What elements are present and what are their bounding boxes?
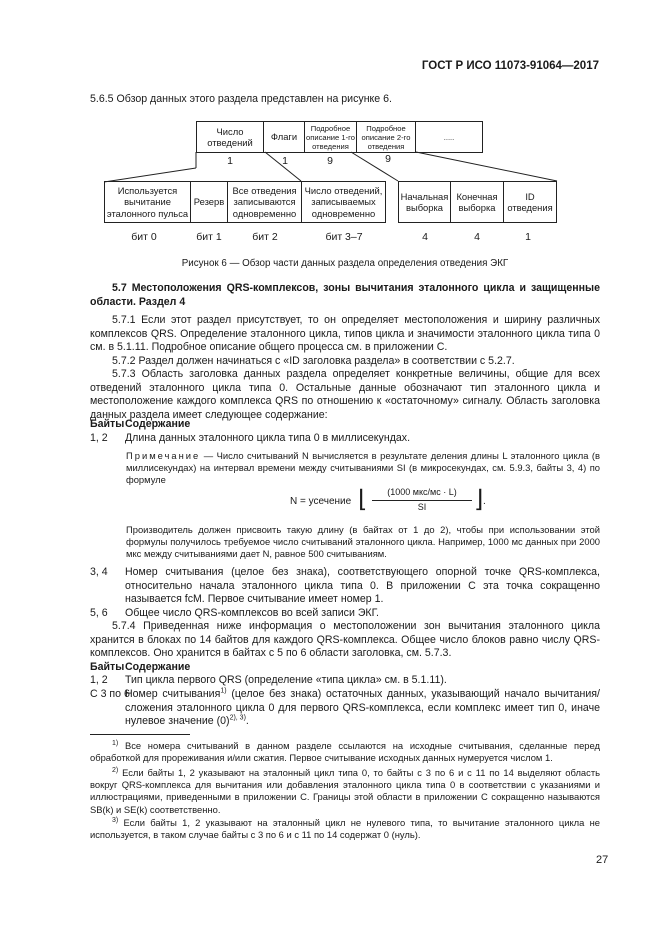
table2-row-2-content — [125, 688, 600, 729]
table2-col-bytes: Байты — [90, 661, 125, 673]
paragraph-5-7-4: 5.7.4 Приведенная ниже информация о местоположении зон вычитания эталонного цикла хранится в блоках по 14 байтов для каждого QRS-комплекса. Общее число блоков равно числу QRS-комплексов. Оно хранится в байтах с 5 по 6 области заголовка, см. 5.7.3. — [90, 620, 600, 660]
footnote-2 — [90, 767, 600, 816]
footnote-2-mark: 2) — [112, 766, 119, 774]
formula-period: . — [483, 496, 486, 507]
formula-denominator: SI — [417, 502, 427, 512]
section-title: 5.7 Местоположения QRS-комплексов, зоны вычитания эталонного цикла и защищенные области. Раздел 4 — [90, 282, 600, 308]
footnote-1 — [90, 740, 600, 764]
table1-row-2-bytes: 3, 4 — [90, 566, 108, 578]
paragraph-5-7-3: 5.7.3 Область заголовка данных раздела определяет конкретные величины, общие для всех отведений эталонного цикла типа 0. Остальные данные обозначают тип эталонного цикла и местоположение каждого комплекса QRS по отношению к «остаточному» сигналу. Область заголовка данных раздела имеет следующее содержание: — [90, 368, 600, 421]
num-start-sample: 4 — [422, 231, 428, 243]
footnote-ref-2-3: 2), 3) — [229, 714, 246, 722]
formula-left: N = усечение — [290, 496, 352, 507]
figure-caption: Рисунок 6 — Обзор части данных раздела определения отведения ЭКГ — [181, 258, 509, 269]
footnote-3 — [90, 817, 600, 841]
footnote-1-text: Все номера считываний в данном разделе ссылаются на исходные считывания, сделанные перед обработкой для прореживания и/или сжатия. Первое считывание исходных данных нумеруется числом 1. — [90, 740, 600, 764]
box-bit-2: Все отведения записываются одновременно — [227, 181, 302, 223]
footnote-separator — [90, 734, 190, 735]
table2-col-content: Содержание — [125, 661, 191, 673]
table1-col-content: Содержание — [125, 418, 191, 430]
note-text: — Число считываний N вычисляется в результате деления длины L эталонного цикла (в миллисекундах) на интервал времени между считываниями SI (в микросекундах, см. 5.9.3, байты 3, 4) по формуле — [126, 450, 600, 486]
document-header: ГОСТ Р ИСО 11073-91064—2017 — [421, 60, 599, 72]
table1-row-3-bytes: 5, 6 — [90, 607, 108, 619]
note-label: Примечание — [126, 450, 201, 461]
paragraph-5-7-1: 5.7.1 Если этот раздел присутствует, то он определяет местоположения и ширину различных комплексов QRS. Определение эталонного цикла, типов цикла и значимости эталонного цикла типа 0 см. в 5.1.11. Подробное описание общего процесса см. в приложении С. — [90, 314, 600, 354]
footnote-3-mark: 3) — [112, 816, 119, 824]
box-lead-id: ID отведения — [503, 181, 557, 223]
footnote-1-mark: 1) — [112, 739, 119, 747]
table1-row-2-content: Номер считывания (целое без знака), соответствующего опорной точке QRS-комплекса, относительно начала эталонного цикла типа 0. В приложении С эта точка сокращенно называется fcM. Первое считывание имеет номер 1. — [125, 566, 600, 606]
paragraph-5-6-5: 5.6.5 Обзор данных этого раздела представлен на рисунке 6. — [90, 93, 392, 105]
formula-numerator: (1000 мкс/мс · L) — [387, 487, 457, 497]
table1-note-2: Производитель должен присвоить такую длину (в байтах от 1 до 2), чтобы при использовании этой формулы получилось требуемое число считываний эталонного цикла. Например, 1000 мс данных при 2000 мкс между считываниями дает N, равное 500 считываниям. — [126, 524, 600, 560]
footnote-ref-1: 1) — [220, 687, 227, 695]
num-lead-1: 9 — [327, 155, 333, 167]
num-bit-0: бит 0 — [131, 231, 157, 243]
box-lead-1-detail: Подробное описание 1-го отведения — [304, 121, 357, 153]
box-bit-3-7: Число отведений, записываемых одновременно — [301, 181, 386, 223]
page-number: 27 — [596, 854, 609, 866]
table1-note — [126, 450, 600, 487]
footnote-2-text: Если байты 1, 2 указывают на эталонный цикл типа 0, то байты с 3 по 6 и с 11 по 14 выделяют область вокруг QRS-комплекса для вычитания или добавления эталонного цикла типа 0 в соответствии с указаниями и иллюстрациями, приведенными в приложении С. Границы этой области в приложении С сокращенно называются SB(k) и SE(k) соответственно. — [90, 767, 600, 815]
footnote-3-text: Если байты 1, 2 указывают на эталонный цикл не нулевого типа, то вычитание эталонного цикла не используется, в таком случае байты с 3 по 6 и с 11 по 14 содержат 0 (нуль). — [90, 817, 600, 841]
num-lead-2: 9 — [385, 153, 391, 165]
paragraph-5-7-2: 5.7.2 Раздел должен начинаться с «ID заголовка раздела» в соответствии с 5.2.7. — [112, 355, 515, 367]
table1-row-1-content: Длина данных эталонного цикла типа 0 в миллисекундах. — [125, 432, 411, 444]
row2-text-a: Номер считывания — [125, 688, 221, 700]
table2-row-2-bytes: С 3 по 6 — [90, 688, 130, 700]
box-flags: Флаги — [263, 121, 305, 153]
box-more-leads: ..... — [415, 121, 483, 153]
formula-bracket-open: ⌊ — [358, 486, 368, 513]
table2-row-1-bytes: 1, 2 — [90, 674, 108, 686]
formula-bracket-close: ⌋ — [474, 486, 484, 513]
table2-row-1-content: Тип цикла первого QRS (определение «типа цикла» см. в 5.1.11). — [125, 674, 447, 686]
box-bit-1: Резерв — [190, 181, 228, 223]
row2-text-b: (целое без знака) остаточных данных, указывающий начало вычитания/сложения эталонного цикла 0 для первого QRS-комплекса, если комплекс имеет тип 0, иначе нулевое значение (0) — [125, 688, 600, 728]
num-bit-3-7: бит 3–7 — [325, 231, 363, 243]
box-lead-2-detail: Подробное описание 2-го отведения — [356, 121, 416, 153]
row2-text-c: . — [245, 715, 249, 728]
table1-row-1-bytes: 1, 2 — [90, 432, 108, 444]
formula-fraction-bar — [372, 500, 472, 501]
box-end-sample: Конечная выборка — [450, 181, 504, 223]
table1-row-3-content: Общее число QRS-комплексов во всей записи ЭКГ. — [125, 607, 379, 619]
box-start-sample: Начальная выборка — [398, 181, 451, 223]
box-bit-0: Используется вычитание эталонного пульса — [104, 181, 191, 223]
num-lead-count: 1 — [227, 155, 233, 167]
num-bit-1: бит 1 — [196, 231, 222, 243]
table1-col-bytes: Байты — [90, 418, 125, 430]
num-end-sample: 4 — [474, 231, 480, 243]
num-lead-id: 1 — [525, 231, 531, 243]
num-flags: 1 — [282, 155, 288, 167]
num-bit-2: бит 2 — [252, 231, 278, 243]
box-lead-count: Число отведений — [196, 121, 264, 153]
